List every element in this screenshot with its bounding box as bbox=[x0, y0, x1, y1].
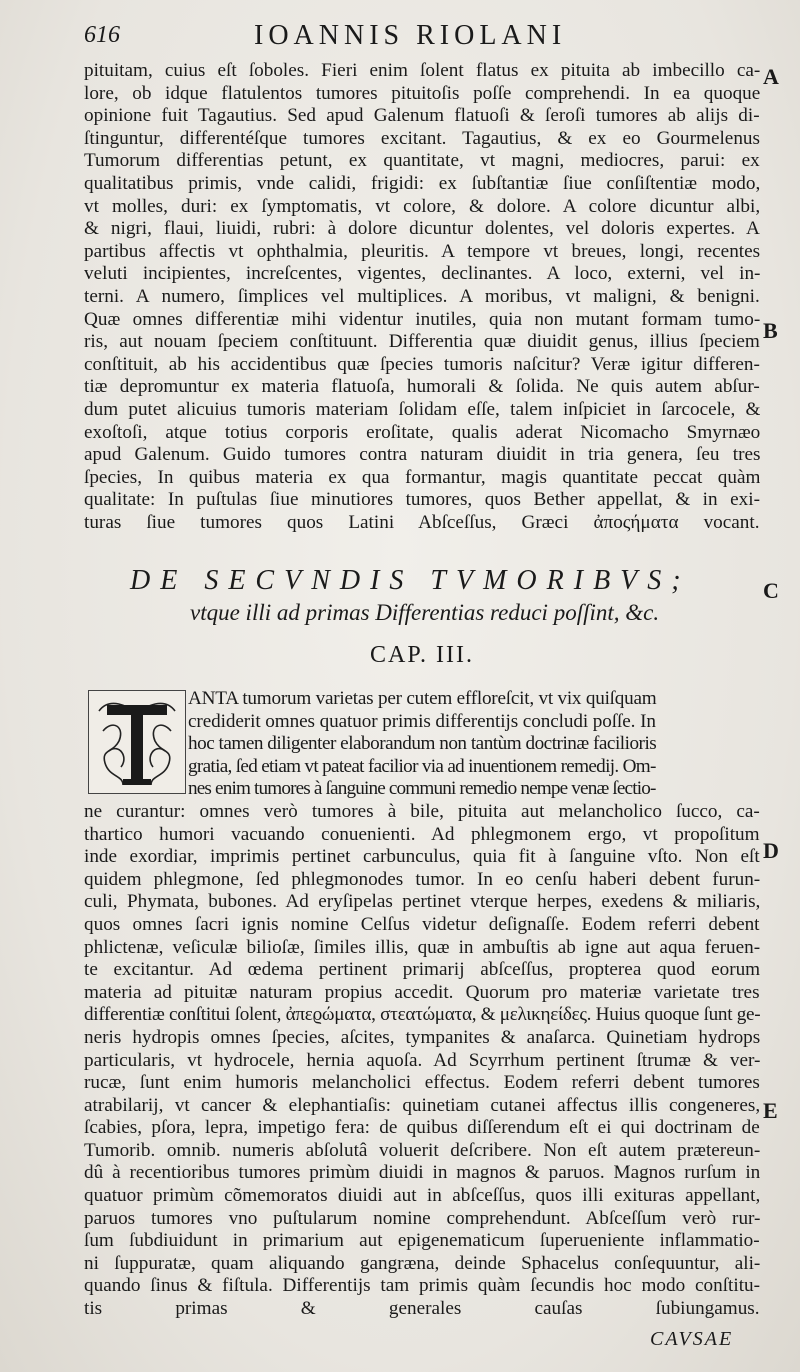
margin-letter-d: D bbox=[763, 838, 779, 863]
text-line: conſtituit, ab his accidentibus quæ ſpecies tumoris naſcitur? Veræ igitur differen- bbox=[84, 353, 760, 375]
text-line: opinione fuit Tagautius. Sed apud Galenum flatuoſi & ſeroſi tumores ab alijs di- bbox=[84, 105, 760, 127]
paragraph-2 bbox=[84, 688, 760, 1321]
text-line: lore, ob idque flatulentos tumores pituitoſis poſſe comprehendi. In ea quoque bbox=[84, 82, 760, 104]
text-line: ANTA tumorum varietas per cutem effloreſcit, vt vix quiſquam bbox=[188, 688, 657, 709]
text-line: phlictenæ, veſiculæ bilioſæ, ſimiles illis, quæ in ambuſtis ab igne aut aqua feruen- bbox=[84, 936, 760, 958]
text-line: quidem phlegmone, ſed phlegmonodes tumor. In eo cenſu haberi debent furun- bbox=[84, 868, 760, 890]
section-subtitle: vtque illi ad primas Differentias reduci poſſint, &c. bbox=[190, 600, 660, 625]
text-line: ni ſuppuratæ, quam aliquando gangræna, deinde Sphacelus conſequuntur, ali- bbox=[84, 1252, 760, 1274]
page-number: 616 bbox=[84, 22, 120, 48]
text-line: atrabilarij, vt cancer & elephantiaſis: quinetiam cutanei affectus illis congeneres, bbox=[84, 1094, 760, 1116]
text-line: quatuor primùm cõmemoratos diuidi aut in abſceſſus, quos illi exituras appellant, bbox=[84, 1185, 760, 1207]
text-line: qualitatibus primis, vnde calidi, frigidi: ex ſubſtantiæ ſiue conſiſtentiæ modo, bbox=[84, 172, 760, 194]
running-title: IOANNIS RIOLANI bbox=[254, 20, 567, 51]
paragraph-1 bbox=[84, 60, 760, 534]
chapter-heading: CAP. III. bbox=[370, 642, 475, 668]
text-line: differentiæ conſtitui ſolent, ἀπεϱώματα, στεατώματα, & μελικηείδες. Huius quoque ſunt ge- bbox=[84, 1004, 760, 1026]
text-line: vt molles, duri: ex ſymptomatis, vt colore, & dolore. A colore dicuntur albi, bbox=[84, 195, 760, 217]
text-line: qualitate: In puſtulas ſiue minutiores tumores, quos Bether appellat, & in exi- bbox=[84, 489, 760, 511]
text-line: tiæ depromuntur ex materia flatuoſa, humorali & ſolida. Ne quis autem abſur- bbox=[84, 376, 760, 398]
text-line: paruos tumores vno puſtularum nomine comprehendunt. Abſceſſum verò rur- bbox=[84, 1207, 760, 1229]
text-line: pituitam, cuius eſt ſoboles. Fieri enim ſolent flatus ex pituita ab imbecillo ca- bbox=[84, 60, 760, 81]
text-line: apud Galenum. Guido tumores contra naturam diuidit in tria genera, ſeu tres bbox=[84, 444, 760, 466]
text-line: dum putet alicuius tumoris materiam ſolidam eſſe, talem inſpiciet in ſarcocele, & bbox=[84, 398, 760, 420]
text-line: terni. A numero, ſimplices vel multiplices. A moribus, vt maligni, & benigni. bbox=[84, 285, 760, 307]
text-line: turas ſiue tumores quos Latini Abſceſſus, Græci ἀποςήματα vocant. bbox=[84, 511, 760, 533]
text-line: ne curantur: omnes verò tumores à bile, pituita aut melancholico ſucco, ca- bbox=[84, 800, 760, 822]
text-line: veluti incipientes, increſcentes, vigentes, declinantes. A loco, externi, vel in- bbox=[84, 263, 760, 285]
text-line: quando ſinus & fiſtula. Differentijs tam primis quàm ſecundis hoc modo conſtitu- bbox=[84, 1275, 760, 1297]
text-line: & nigri, flaui, liuidi, rubri: à dolore dicuntur dolentes, vel doloris expertes. A bbox=[84, 218, 760, 240]
margin-letter-e: E bbox=[763, 1098, 778, 1123]
margin-letter-b: B bbox=[763, 318, 778, 343]
text-line: ſtinguntur, differentéſque tumores excitant. Tagautius, & ex eo Gourmelenus bbox=[84, 127, 760, 149]
bleed-through-text bbox=[300, 1342, 760, 1368]
text-line: ſpecies, In quibus materia ex qua formantur, magis quantitate peccat quàm bbox=[84, 466, 760, 488]
text-line: crediderit omnes quatuor primis differentijs concludi poſſe. In bbox=[188, 710, 656, 732]
text-line: materia ad pituitæ naturam propius accedit. Quorum pro materiæ varietate tres bbox=[84, 981, 760, 1003]
text-line: thartico humori vacuando conuenienti. Ad phlegmonem ergo, vt propoſitum bbox=[84, 823, 760, 845]
section-title: DE SECVNDIS TVMORIBVS; bbox=[130, 565, 691, 596]
text-line: quos omnes ſacri ignis nomine Celſus videtur deſignaſſe. Eodem referri debent bbox=[84, 913, 760, 935]
text-line: te excitantur. Ad œdema pertinent primarij abſceſſus, propterea quod eorum bbox=[84, 959, 760, 981]
margin-letter-a: A bbox=[763, 64, 779, 89]
text-line: exoſtoſi, atque totius corporis eroſitate, qualis aderat Nicomacho Smyrnæo bbox=[84, 421, 760, 443]
catchword: CAVSAE bbox=[650, 1328, 734, 1350]
text-line: partibus affectis vt ophthalmia, pleuritis. A tempore vt breues, longi, recentes bbox=[84, 240, 760, 262]
page-header bbox=[84, 18, 774, 56]
text-line: dû à recentioribus tumores primùm diuidi in magnos & paruos. Magnos rurſum in bbox=[84, 1162, 760, 1184]
text-line: culi, Phymata, bubones. Ad eryſipelas pertinet vterque herpes, exedens & miliaris, bbox=[84, 891, 760, 913]
text-line: hoc tamen diligenter elaborandum non tantùm doctrinæ facilioris bbox=[188, 733, 657, 755]
text-line: particularis, vt hydrocele, hernia aquoſa. Ad Scyrrhum pertinent ſtrumæ & ver- bbox=[84, 1049, 760, 1071]
text-line: inde exordiar, imprimis pertinet carbunculus, quia fit à ſanguine vſto. Non eſt bbox=[84, 846, 760, 868]
text-line: rucæ, ſunt enim humoris melancholici effectus. Eodem referri debent tumores bbox=[84, 1072, 760, 1094]
text-line: gratia, ſed etiam vt pateat facilior via ad inuentionem remedij. Om- bbox=[188, 755, 656, 777]
text-line: Quæ omnes differentiæ mihi videntur inutiles, quia non mutant formam tumo- bbox=[84, 308, 760, 330]
text-line: ſum ſubdiuidunt in primarium aut epigenematicum ſuperueniente inflammatio- bbox=[84, 1230, 760, 1252]
text-line: Tumorum differentias petunt, ex quantitate, vt magni, mediocres, parui: ex bbox=[84, 150, 760, 172]
text-line: nes enim tumores à ſanguine communi remedio nempe venæ ſectio- bbox=[188, 778, 656, 800]
margin-letter-c: C bbox=[763, 578, 779, 603]
text-line: tis primas & generales cauſas ſubiungamus. bbox=[84, 1298, 760, 1320]
text-line: ris, aut nouam ſpeciem conſtituunt. Differentia quæ diuidit genus, illius ſpeciem bbox=[84, 331, 760, 353]
text-line: ſcabies, pſora, lepra, impetigo fera: de quibus diſſerendum eſt ei qui doctrinam de bbox=[84, 1117, 760, 1139]
text-line: neris hydropis omnes ſpecies, aſcites, tympanites & anaſarca. Quinetiam hydrops bbox=[84, 1026, 760, 1048]
text-line: Tumorib. omnib. numeris abſolutâ voluerit deſcribere. Non eſt autem prætereun- bbox=[84, 1139, 760, 1161]
